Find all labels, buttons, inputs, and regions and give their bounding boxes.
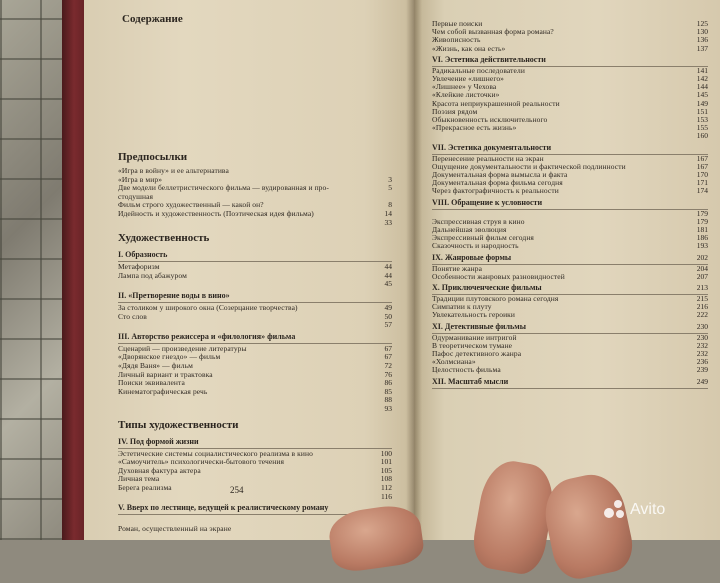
toc-entry: «Дворянское гнездо» — фильм bbox=[118, 352, 221, 362]
toc-entry: Красота неприукрашенной реальности bbox=[432, 98, 560, 108]
toc-entry: Увлечение «лишнего» bbox=[432, 74, 505, 83]
chapter-heading: V. Вверх по лестнице, ведущей к реалистическому роману bbox=[118, 503, 329, 513]
toc-entry: Радикальные последователи bbox=[432, 65, 525, 75]
chapter-heading: XI. Детективные фильмы bbox=[432, 321, 526, 331]
toc-entry: За столиком у широкого окна (Созерцание творчества) bbox=[118, 303, 298, 312]
toc-page-number: 174 bbox=[696, 186, 708, 196]
toc-entry: Экспрессивная струя в кино bbox=[432, 216, 525, 226]
section-heading: Типы художественности bbox=[118, 418, 239, 431]
toc-entry: «Дядя Ваня» — фильм bbox=[118, 361, 193, 370]
toc-entry: Первые поиски bbox=[432, 19, 483, 28]
toc-page-number: 215 bbox=[696, 294, 708, 303]
toc-entry: Роман, осуществленный на экране bbox=[118, 523, 232, 533]
avito-watermark bbox=[604, 500, 665, 520]
toc-page-number: 232 bbox=[696, 340, 708, 350]
toc-entry: «Игра в мир» bbox=[118, 174, 163, 184]
toc-page-number: 153 bbox=[696, 115, 708, 124]
toc-entry: Личный вариант и трактовка bbox=[118, 369, 213, 379]
toc-page-number: 181 bbox=[696, 225, 708, 234]
toc-page-number: 93 bbox=[384, 404, 392, 413]
toc-entry: «Жизнь, как она есть» bbox=[432, 43, 506, 53]
chapter-heading: III. Авторство режиссера и «филология» фильма bbox=[118, 331, 296, 341]
toc-entry: Одурманивание интригой bbox=[432, 332, 517, 342]
toc-entry: Сценарий — произведение литературы bbox=[118, 343, 247, 353]
toc-page-number: 236 bbox=[696, 357, 708, 367]
toc-page-number: 33 bbox=[384, 217, 392, 227]
toc-page-number: 137 bbox=[696, 43, 708, 53]
chapter-heading: X. Приключенческие фильмы bbox=[432, 283, 542, 292]
toc-entry: Понятие жанра bbox=[432, 263, 483, 273]
toc-entry: Лампа под абажуром bbox=[118, 270, 187, 280]
toc-page-number: 3 bbox=[388, 174, 392, 184]
toc-entry: Обыкновенность исключительного bbox=[432, 115, 548, 124]
toc-entry: Симпатии к плуту bbox=[432, 302, 492, 312]
toc-page-number: 144 bbox=[696, 82, 708, 92]
toc-entry: Пафос детективного жанра bbox=[432, 349, 522, 358]
toc-page-number: 130 bbox=[696, 27, 708, 37]
toc-page-number: 186 bbox=[696, 233, 708, 243]
toc-page-number: 136 bbox=[696, 35, 708, 45]
toc-page-number: 145 bbox=[696, 90, 708, 100]
toc-page-number: 50 bbox=[384, 311, 392, 321]
toc-page-number: 239 bbox=[696, 365, 708, 375]
toc-page-number: 149 bbox=[696, 98, 708, 108]
toc-entry: Особенности жанровых разновидностей bbox=[432, 271, 565, 281]
watermark-text: Avito bbox=[630, 501, 666, 518]
toc-page-number: 204 bbox=[696, 263, 708, 273]
toc-page-number: 216 bbox=[696, 302, 708, 312]
toc-page-number: 167 bbox=[696, 161, 708, 171]
toc-page-number: 86 bbox=[384, 378, 392, 388]
toc-page-number: 160 bbox=[696, 131, 708, 141]
toc-page-number: 100 bbox=[380, 448, 392, 458]
toc-entry: Перенесение реальности на экран bbox=[432, 153, 544, 163]
chapter-heading: II. «Претворение воды в вино» bbox=[118, 291, 230, 300]
toc-entry: Поиски эквивалента bbox=[118, 378, 185, 388]
toc-page-number: 249 bbox=[696, 376, 708, 386]
toc-entry: «Игра в войну» и ее альтернатива bbox=[118, 166, 229, 175]
toc-entry: Идейность и художественность (Поэтическая идея фильма) bbox=[118, 209, 314, 218]
chapter-heading: VII. Эстетика документальности bbox=[432, 142, 552, 152]
toc-entry: Эстетические системы социалистического реализма в кино bbox=[118, 448, 313, 458]
toc-entry: Кинематографическая речь bbox=[118, 386, 208, 396]
toc-page-number: 155 bbox=[696, 123, 708, 133]
section-heading: Предпосылки bbox=[118, 151, 188, 163]
toc-page-number: 125 bbox=[696, 19, 708, 28]
toc-page-number: 116 bbox=[381, 491, 392, 501]
toc-entry: Традиции плутовского романа сегодня bbox=[432, 294, 559, 303]
chapter-heading: XII. Масштаб мысли bbox=[432, 376, 509, 386]
chapter-underline bbox=[432, 209, 708, 210]
toc-entry: Фильм строго художественный — какой он? bbox=[118, 200, 264, 210]
toc-page-number: 57 bbox=[384, 320, 392, 330]
toc-page-number: 44 bbox=[384, 262, 392, 272]
toc-page-number: 49 bbox=[384, 303, 392, 312]
toc-page-number: 108 bbox=[380, 474, 392, 484]
page-number: 254 bbox=[230, 485, 244, 495]
toc-page-number: 14 bbox=[384, 209, 392, 218]
watermark-dots-icon bbox=[604, 500, 626, 520]
toc-entry: Живописность bbox=[432, 35, 481, 45]
toc-page-number: 230 bbox=[696, 321, 708, 331]
contents-title: Содержание bbox=[122, 13, 183, 25]
toc-entry: Целостность фильма bbox=[432, 365, 501, 375]
toc-entry: Документальная форма фильма сегодня bbox=[432, 178, 563, 188]
toc-page-number: 101 bbox=[380, 457, 392, 467]
toc-entry: Личная тема bbox=[118, 474, 160, 484]
toc-page-number: 179 bbox=[696, 208, 708, 218]
toc-entry: Увлекательность героики bbox=[432, 310, 516, 320]
toc-page-number: 142 bbox=[696, 74, 708, 83]
toc-page-number: 230 bbox=[696, 332, 708, 342]
toc-page-number: 8 bbox=[388, 200, 392, 210]
toc-page-number: 67 bbox=[384, 343, 392, 353]
toc-entry: Сказочность и народность bbox=[432, 241, 519, 251]
toc-page-number: 151 bbox=[696, 106, 708, 116]
toc-entry: Чем собой вызванная форма романа? bbox=[432, 27, 554, 37]
toc-page-number: 85 bbox=[384, 386, 392, 396]
toc-page-number: 193 bbox=[696, 241, 708, 251]
toc-page-number: 222 bbox=[696, 310, 708, 320]
toc-page-number: 202 bbox=[696, 252, 708, 262]
toc-page-number: 207 bbox=[696, 271, 708, 281]
toc-entry: стодушная bbox=[118, 191, 154, 201]
toc-page-number: 167 bbox=[696, 153, 708, 163]
toc-entry: Поэзия рядом bbox=[432, 106, 478, 116]
toc-entry: «Клейкие листочки» bbox=[432, 90, 500, 100]
book-gutter bbox=[406, 0, 422, 540]
toc-page-number: 72 bbox=[384, 361, 392, 370]
toc-entry: Сто слов bbox=[118, 311, 147, 321]
toc-page-number: 213 bbox=[696, 283, 708, 292]
chapter-heading: VI. Эстетика действительности bbox=[432, 54, 546, 64]
toc-page-number: 170 bbox=[696, 170, 708, 179]
toc-entry: Духовная фактура актера bbox=[118, 465, 201, 475]
toc-page-number: 232 bbox=[696, 349, 708, 358]
toc-page-number: 179 bbox=[696, 216, 708, 226]
chapter-heading: IV. Под формой жизни bbox=[118, 436, 199, 446]
toc-entry: Дальнейшая эволюция bbox=[432, 225, 507, 234]
toc-page-number: 171 bbox=[696, 178, 708, 188]
toc-page-number: 88 bbox=[384, 395, 392, 405]
toc-entry: Через фактографичность к реальности bbox=[432, 186, 559, 196]
toc-entry: «Лишнее» у Чехова bbox=[432, 82, 497, 92]
toc-page-number: 44 bbox=[384, 270, 392, 280]
toc-page-number: 5 bbox=[388, 183, 392, 193]
chapter-heading: I. Образность bbox=[118, 250, 168, 260]
toc-entry: В теоретическом тумане bbox=[432, 340, 513, 350]
toc-entry: Метафоризм bbox=[118, 262, 160, 272]
toc-entry: Две модели беллетристического фильма — вудированная и про- bbox=[118, 183, 329, 193]
section-heading: Художественность bbox=[118, 232, 210, 245]
toc-entry: Ощущение документальности и фактической подлинности bbox=[432, 161, 626, 171]
toc-page-number: 67 bbox=[384, 352, 392, 362]
toc-entry: Берега реализма bbox=[118, 483, 172, 492]
toc-page-number: 141 bbox=[696, 65, 708, 75]
chapter-heading: VIII. Обращение к условности bbox=[432, 197, 543, 207]
toc-entry: «Холмсиана» bbox=[432, 357, 476, 367]
toc-entry: Экспрессивный фильм сегодня bbox=[432, 233, 534, 243]
toc-entry: «Самоучитель» психологически-бытового течения bbox=[118, 457, 285, 467]
chapter-heading: IX. Жанровые формы bbox=[432, 252, 512, 262]
toc-entry: Документальная форма вымысла и факта bbox=[432, 170, 568, 179]
toc-page-number: 45 bbox=[384, 279, 392, 289]
toc-page-number: 112 bbox=[381, 483, 392, 492]
toc-page-number: 76 bbox=[384, 369, 392, 379]
toc-entry: «Прекрасное есть жизнь» bbox=[432, 123, 517, 133]
chapter-underline bbox=[432, 388, 708, 389]
toc-page-number: 105 bbox=[380, 465, 392, 475]
